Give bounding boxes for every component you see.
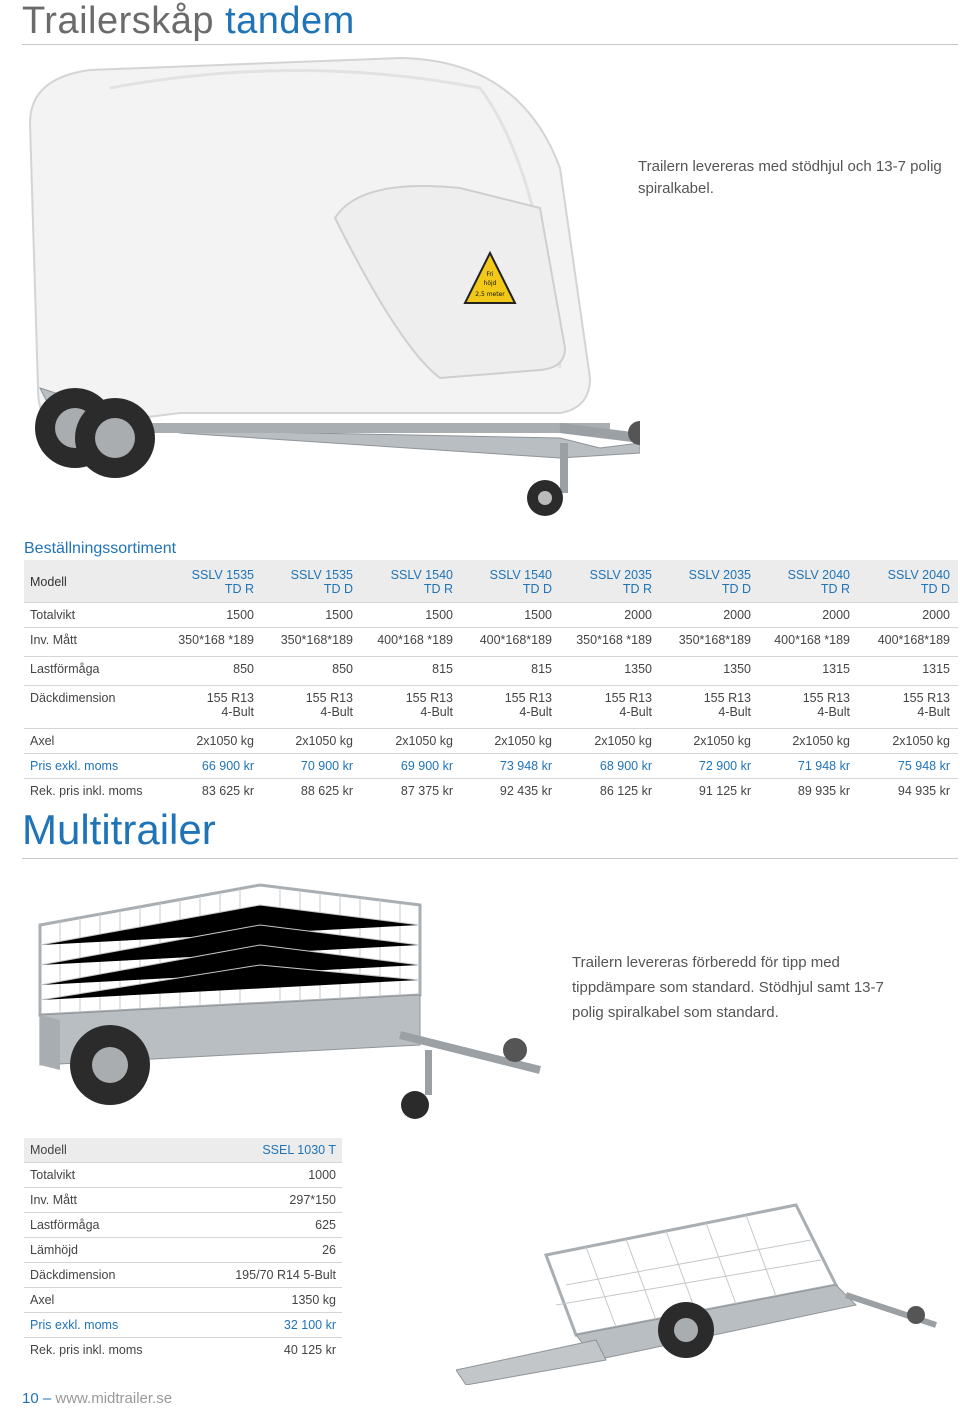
warning-sign-line3: 2,5 meter (475, 291, 505, 298)
title-rule (22, 44, 958, 45)
table-row (24, 1288, 342, 1313)
model-cell: SSLV 2035 TD D (660, 560, 759, 603)
page-title (22, 0, 355, 43)
model-header-row (24, 560, 958, 603)
row-label: Inv. Mått (24, 628, 162, 657)
cell: 94 935 kr (858, 779, 958, 804)
table-row-inv-matt (24, 628, 958, 657)
multitrailer-spec-table (24, 1138, 342, 1362)
cell: 75 948 kr (858, 754, 958, 779)
cell: 1350 kg (184, 1288, 342, 1313)
cell: 66 900 kr (162, 754, 262, 779)
cell: 2x1050 kg (162, 729, 262, 754)
cell: 1000 (184, 1163, 342, 1188)
row-label: Däckdimension (24, 1263, 184, 1288)
row-label: Lastförmåga (24, 1213, 184, 1238)
table-row (24, 1213, 342, 1238)
warning-sign-line1: Fri (486, 271, 494, 278)
multitrailer-image (20, 875, 560, 1145)
table-row (24, 1313, 342, 1338)
cell: 1315 (759, 657, 858, 686)
cell: 350*168 *189 (162, 628, 262, 657)
cell: 2x1050 kg (361, 729, 461, 754)
cell: 2000 (759, 603, 858, 628)
cell: 87 375 kr (361, 779, 461, 804)
cell: 155 R13 4-Bult (262, 686, 361, 729)
row-label: Totalvikt (24, 1163, 184, 1188)
cell: 297*150 (184, 1188, 342, 1213)
cell: 2000 (660, 603, 759, 628)
cell: 155 R13 4-Bult (759, 686, 858, 729)
cell: 1500 (162, 603, 262, 628)
cell: 1500 (461, 603, 560, 628)
cell: 92 435 kr (461, 779, 560, 804)
row-label: Lastförmåga (24, 657, 162, 686)
cell: 400*168 *189 (361, 628, 461, 657)
cell: 400*168 *189 (759, 628, 858, 657)
multitrailer-rule (22, 858, 958, 859)
row-label: Totalvikt (24, 603, 162, 628)
cell: 2x1050 kg (858, 729, 958, 754)
cell: 1500 (262, 603, 361, 628)
cell: 26 (184, 1238, 342, 1263)
cell: 2x1050 kg (759, 729, 858, 754)
cell: 850 (162, 657, 262, 686)
model-header-label: Modell (24, 560, 162, 603)
row-label: Axel (24, 729, 162, 754)
page-number: 10 (22, 1390, 39, 1407)
warning-sign-line2: höjd (483, 280, 497, 287)
model-cell: SSLV 1540 TD R (361, 560, 461, 603)
cell: 88 625 kr (262, 779, 361, 804)
cell: 155 R13 4-Bult (660, 686, 759, 729)
cell: 1350 (560, 657, 660, 686)
enclosed-trailer-image (0, 48, 640, 528)
model-cell: SSLV 2035 TD R (560, 560, 660, 603)
cell: 40 125 kr (184, 1338, 342, 1363)
title-light: Trailerskåp (22, 0, 215, 42)
order-range-heading: Beställningssortiment (24, 540, 177, 557)
cell: 71 948 kr (759, 754, 858, 779)
cell: 400*168*189 (461, 628, 560, 657)
table-row-totalvikt (24, 603, 958, 628)
model-cell: SSEL 1030 T (184, 1138, 342, 1163)
cell: 195/70 R14 5-Bult (184, 1263, 342, 1288)
cell: 155 R13 4-Bult (162, 686, 262, 729)
cell: 2000 (560, 603, 660, 628)
cell: 155 R13 4-Bult (560, 686, 660, 729)
cell: 69 900 kr (361, 754, 461, 779)
row-label: Axel (24, 1288, 184, 1313)
footer-separator: – (42, 1390, 52, 1407)
tipped-trailer-image (456, 1185, 956, 1385)
row-label: Lämhöjd (24, 1238, 184, 1263)
cell: 155 R13 4-Bult (461, 686, 560, 729)
cell: 350*168 *189 (560, 628, 660, 657)
row-label: Inv. Mått (24, 1188, 184, 1213)
cell: 1315 (858, 657, 958, 686)
cell: 89 935 kr (759, 779, 858, 804)
cell: 2000 (858, 603, 958, 628)
cell: 2x1050 kg (262, 729, 361, 754)
row-label: Rek. pris inkl. moms (24, 1338, 184, 1363)
cell: 850 (262, 657, 361, 686)
cell: 32 100 kr (184, 1313, 342, 1338)
delivery-note: Trailern levereras med stödhjul och 13-7 polig spiralkabel. (638, 158, 942, 197)
table-row (24, 1238, 342, 1263)
table-row-dackdimension (24, 686, 958, 729)
cell: 86 125 kr (560, 779, 660, 804)
cell: 350*168*189 (262, 628, 361, 657)
table-row-lastformaga (24, 657, 958, 686)
cell: 72 900 kr (660, 754, 759, 779)
cell: 83 625 kr (162, 779, 262, 804)
table-row-pris-inkl (24, 779, 958, 804)
tipp-note: Trailern levereras förberedd för tipp med tippdämpare som standard. Stödhjul samt 13-7 polig spiralkabel som standard. (572, 954, 884, 1021)
model-header-row (24, 1138, 342, 1163)
cell: 815 (461, 657, 560, 686)
cell: 155 R13 4-Bult (361, 686, 461, 729)
cell: 70 900 kr (262, 754, 361, 779)
footer-url[interactable]: www.midtrailer.se (55, 1390, 173, 1407)
model-cell: SSLV 2040 TD D (858, 560, 958, 603)
model-cell: SSLV 1535 TD D (262, 560, 361, 603)
row-label: Däckdimension (24, 686, 162, 729)
cell: 350*168*189 (660, 628, 759, 657)
table-row (24, 1163, 342, 1188)
model-cell: SSLV 2040 TD R (759, 560, 858, 603)
enclosed-trailer-spec-table (24, 560, 958, 803)
cell: 2x1050 kg (660, 729, 759, 754)
cell: 2x1050 kg (560, 729, 660, 754)
row-label: Pris exkl. moms (24, 754, 162, 779)
cell: 400*168*189 (858, 628, 958, 657)
cell: 73 948 kr (461, 754, 560, 779)
table-row-pris-exkl (24, 754, 958, 779)
cell: 68 900 kr (560, 754, 660, 779)
model-cell: SSLV 1535 TD R (162, 560, 262, 603)
multitrailer-heading: Multitrailer (22, 806, 216, 853)
cell: 2x1050 kg (461, 729, 560, 754)
cell: 91 125 kr (660, 779, 759, 804)
cell: 1500 (361, 603, 461, 628)
row-label: Rek. pris inkl. moms (24, 779, 162, 804)
title-accent: tandem (225, 0, 355, 42)
cell: 625 (184, 1213, 342, 1238)
table-row (24, 1263, 342, 1288)
row-label: Pris exkl. moms (24, 1313, 184, 1338)
model-header-label: Modell (24, 1138, 184, 1163)
table-row (24, 1188, 342, 1213)
cell: 815 (361, 657, 461, 686)
cell: 1350 (660, 657, 759, 686)
table-row-axel (24, 729, 958, 754)
table-row (24, 1338, 342, 1363)
cell: 155 R13 4-Bult (858, 686, 958, 729)
model-cell: SSLV 1540 TD D (461, 560, 560, 603)
footer (22, 1390, 172, 1407)
